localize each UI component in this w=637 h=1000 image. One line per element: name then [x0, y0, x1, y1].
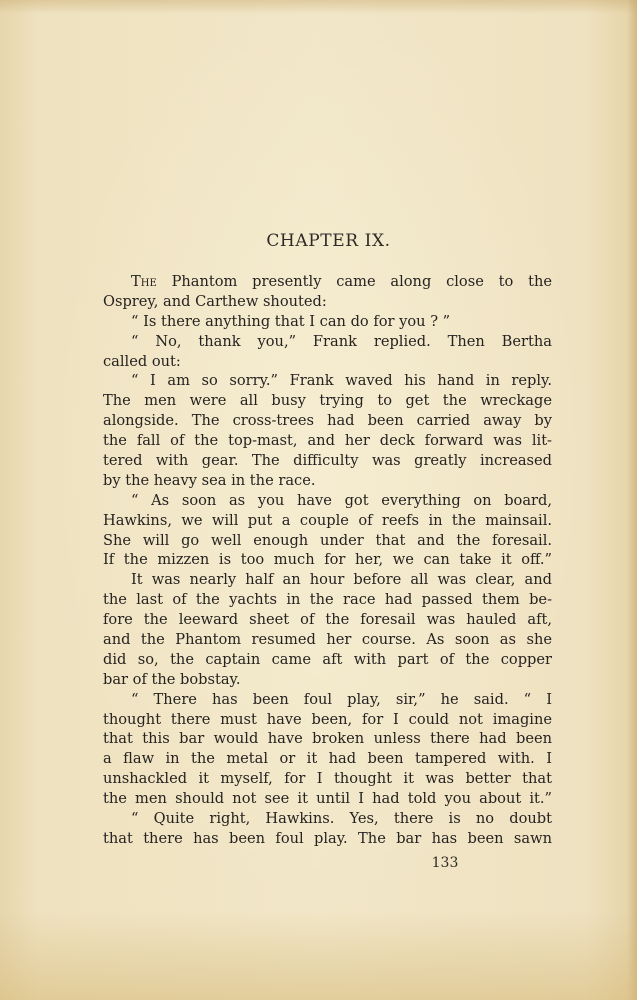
text-line: that there has been foul play. The bar has been sawn	[103, 829, 552, 847]
text-line: The men were all busy trying to get the wreckage	[103, 392, 552, 410]
text-line: “ No, thank you,” Frank replied. Then Bertha	[131, 332, 552, 350]
text-line: bar of the bobstay.	[103, 670, 241, 688]
page-top-edge	[0, 0, 637, 14]
text-line: the fall of the top-mast, and her deck forward was lit-	[103, 432, 552, 450]
text-line: She will go well enough under that and the foresail.	[103, 531, 552, 549]
text-line: unshackled it myself, for I thought it was better that	[103, 770, 552, 788]
text-line: called out:	[103, 352, 181, 370]
body-text	[103, 272, 552, 849]
text-line: tered with gear. The difficulty was greatly increased	[103, 452, 552, 470]
text-line: by the heavy sea in the race.	[103, 471, 316, 489]
page-number: 133	[431, 855, 459, 871]
text-line: thought there must have been, for I could not imagine	[103, 710, 552, 728]
text-line: The Phantom presently came along close to the	[131, 273, 552, 290]
text-line: Hawkins, we will put a couple of reefs in the mainsail.	[103, 511, 552, 529]
text-line: that this bar would have broken unless there had been	[103, 730, 552, 748]
text-line: “ As soon as you have got everything on board,	[131, 491, 552, 509]
text-line: “ Is there anything that I can do for you ? ”	[131, 312, 451, 330]
text-line: If the mizzen is too much for her, we can take it off.”	[103, 551, 552, 569]
text-line: did so, the captain came aft with part of the copper	[103, 650, 552, 668]
text-line: Osprey, and Carthew shouted:	[103, 292, 327, 310]
text-line: “ There has been foul play, sir,” he said. “ I	[131, 690, 552, 708]
text-line: “ Quite right, Hawkins. Yes, there is no doubt	[131, 810, 552, 828]
page-right-edge	[627, 0, 637, 1000]
chapter-heading: CHAPTER IX.	[266, 231, 391, 251]
text-line: and the Phantom resumed her course. As soon as she	[103, 631, 552, 649]
text-line: the men should not see it until I had told you about it.”	[103, 790, 552, 808]
text-line: fore the leeward sheet of the foresail was hauled aft,	[103, 611, 552, 629]
page-bottom-stain	[0, 910, 637, 1000]
text-line: the last of the yachts in the race had passed them be-	[103, 591, 552, 609]
text-line: It was nearly half an hour before all was clear, and	[131, 571, 552, 589]
text-line: “ I am so sorry.” Frank waved his hand in reply.	[131, 372, 552, 390]
text-line: alongside. The cross-trees had been carried away by	[103, 412, 552, 430]
text-line: a flaw in the metal or it had been tampered with. I	[103, 750, 552, 768]
